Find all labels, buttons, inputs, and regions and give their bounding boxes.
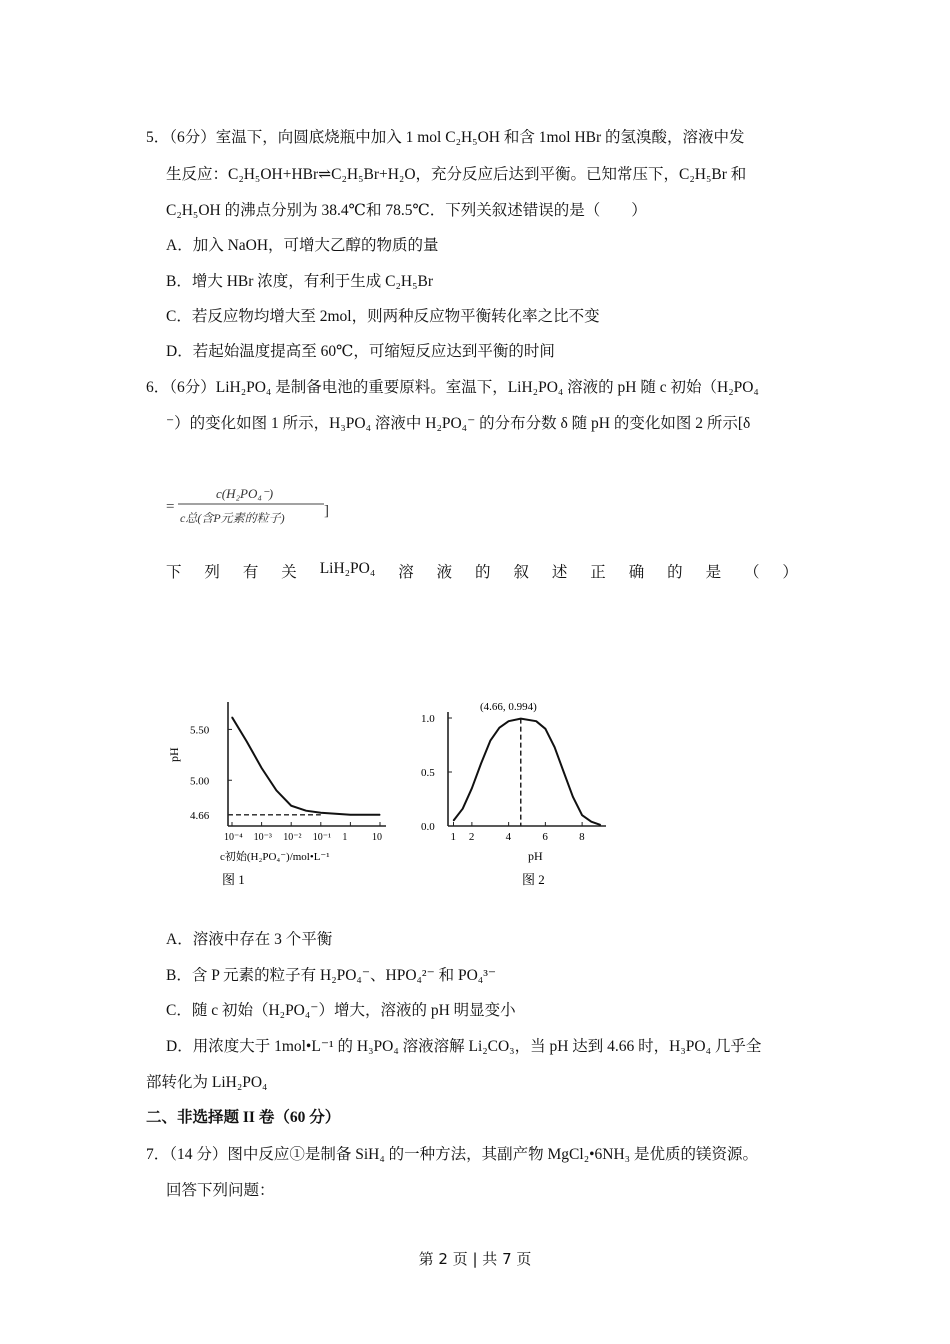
- q6-option-b: B．含 P 元素的粒子有 H₂PO₄⁻、HPO₄²⁻ 和 PO₄³⁻: [166, 967, 497, 984]
- q6-stem-word: （: [743, 564, 760, 581]
- fig2-x-tick-label: 4: [505, 831, 512, 843]
- fig1-point: [291, 805, 292, 806]
- fig2-curve: [454, 719, 601, 825]
- q5-line2: 生反应：C₂H₅OH+HBr⇌C₂H₅Br+H₂O，充分反应后达到平衡。已知常压下，C₂H₅Br 和: [166, 166, 747, 183]
- fig1-point: [276, 790, 277, 791]
- q5-option-d: D．若起始温度提高至 60℃，可缩短反应达到平衡的时间: [166, 343, 555, 360]
- fig1-xlabel: c初始(H₂PO₄⁻)/mol•L⁻¹: [220, 851, 330, 863]
- q6-stem: [166, 560, 798, 582]
- fig2-y-tick-label: 1.0: [421, 713, 435, 725]
- q5-line3: C₂H₅OH 的沸点分别为 38.4℃和 78.5℃．下列关叙述错误的是（ ）: [166, 202, 647, 219]
- fig2-x-tick-label: 1: [450, 831, 457, 843]
- fig2-xlabel: pH: [528, 849, 543, 863]
- fig2-y-tick-label: 0.0: [421, 821, 435, 833]
- fig2-point: [480, 763, 481, 764]
- fig1-point: [305, 810, 306, 811]
- q6-stem-word: 有: [242, 564, 259, 581]
- q5-line1: 5．（6分）室温下，向圆底烧瓶中加入 1 mol C₂H₅OH 和含 1mol HBr 的氢溴酸，溶液中发: [146, 129, 745, 146]
- fig1-point: [379, 814, 380, 815]
- fig2-y-tick-label: 0.5: [421, 767, 435, 779]
- q6-stem-word: 叙: [513, 564, 529, 581]
- fig1-x-tick-label: 10⁻¹: [312, 832, 332, 843]
- delta-fraction: [164, 482, 344, 530]
- q6-stem-word: 正: [590, 564, 606, 581]
- q7-line1: 7．（14 分）图中反应①是制备 SiH₄ 的一种方法，其副产物 MgCl₂•6NH₃ 是优质的镁资源。: [146, 1146, 758, 1163]
- fig1-x-tick-label: 10: [372, 832, 382, 843]
- fig2-title: 图 2: [522, 872, 545, 887]
- figure-1: [167, 702, 386, 887]
- fig2-x-tick-label: 6: [542, 831, 548, 843]
- q6-stem-word: 列: [204, 564, 220, 581]
- q6-option-c: C．随 c 初始（H₂PO₄⁻）增大，溶液的 pH 明显变小: [166, 1002, 516, 1019]
- fig2-x-tick-label: 2: [468, 831, 475, 843]
- fig2-peak-annotation: (4.66, 0.994): [480, 701, 537, 713]
- fig1-x-tick-label: 10⁻³: [253, 832, 272, 843]
- q6-stem-word: 溶: [398, 564, 414, 581]
- q6-option-a: A．溶液中存在 3 个平衡: [166, 931, 333, 948]
- fig1-y-tick-label: 4.66: [190, 809, 210, 822]
- q6-stem-word: 的: [667, 564, 683, 581]
- fraction-numerator: c(H₂PO₄⁻): [216, 486, 274, 501]
- fig1-point: [261, 767, 262, 768]
- q6-line2: ⁻）的变化如图 1 所示，H₃PO₄ 溶液中 H₂PO₄⁻ 的分布分数 δ 随 pH 的变化如图 2 所示[δ: [166, 415, 751, 432]
- q7-line2: 回答下列问题：: [166, 1182, 275, 1199]
- fig2-point: [471, 788, 472, 789]
- q6-stem-word: 下: [166, 564, 182, 581]
- fig1-curve: [232, 717, 380, 815]
- fig2-point: [453, 820, 454, 821]
- fig2-point: [499, 727, 500, 728]
- q6-stem-word: 是: [705, 564, 722, 581]
- page-footer: 第 2 页 | 共 7 页: [418, 1250, 532, 1268]
- q5-option-a: A．加入 NaOH，可增大乙醇的物质的量: [166, 237, 439, 254]
- q6-option-d-line2: 部转化为 LiH₂PO₄: [146, 1074, 268, 1091]
- fig2-point: [554, 747, 555, 748]
- q6-stem-word: LiH₂PO₄: [319, 560, 376, 577]
- fig2-point: [520, 718, 521, 719]
- q6-figures: [160, 690, 630, 900]
- fig2-point: [591, 821, 592, 822]
- q6-stem-word: 确: [628, 564, 645, 581]
- fig2-x-tick-label: 8: [579, 831, 585, 843]
- q6-line1: 6．（6分）LiH₂PO₄ 是制备电池的重要原料。室温下，LiH₂PO₄ 溶液的 pH 随 c 初始（H₂PO₄: [146, 379, 759, 396]
- fig1-y-tick-label: 5.00: [190, 775, 210, 788]
- fig1-point: [231, 717, 232, 718]
- q6-option-d-line1: D．用浓度大于 1mol•L⁻¹ 的 H₃PO₄ 溶液溶解 Li₂CO₃，当 pH 达到 4.66 时，H₃PO₄ 几乎全: [166, 1038, 762, 1055]
- fig1-x-tick-label: 1: [342, 832, 348, 843]
- fig2-point: [490, 740, 491, 741]
- fig2-point: [536, 721, 537, 722]
- q5-option-b: B．增大 HBr 浓度，有利于生成 C₂H₅Br: [166, 273, 433, 290]
- q6-stem-word: 的: [475, 564, 491, 581]
- fig2-point: [545, 728, 546, 729]
- fig1-point: [320, 812, 321, 813]
- fraction-bracket: ]: [324, 503, 329, 519]
- fig2-point: [572, 796, 573, 797]
- fig1-ylabel: pH: [167, 747, 181, 762]
- q6-stem-word: ）: [782, 564, 798, 581]
- q5-option-c: C．若反应物均增大至 2mol，则两种反应物平衡转化率之比不变: [166, 308, 600, 325]
- fig1-y-tick-label: 5.50: [190, 724, 210, 737]
- q6-stem-word: 液: [436, 564, 453, 581]
- fig1-title: 图 1: [222, 872, 245, 887]
- fig2-point: [563, 771, 564, 772]
- fig1-point: [350, 814, 351, 815]
- fig2-point: [508, 721, 509, 722]
- section-heading: 二、非选择题 II 卷（60 分）: [146, 1109, 341, 1126]
- fig2-point: [600, 824, 601, 825]
- fig2-point: [582, 815, 583, 816]
- fraction-equals: =: [166, 499, 175, 515]
- fig1-x-tick-label: 10⁻⁴: [224, 832, 243, 843]
- fig1-point: [246, 741, 247, 742]
- fraction-denominator: c总(含P元素的粒子): [180, 511, 285, 525]
- figure-2: [421, 701, 606, 887]
- q6-stem-word: 述: [551, 564, 568, 581]
- fig1-x-tick-label: 10⁻²: [283, 832, 302, 843]
- q6-stem-word: 关: [281, 564, 297, 581]
- fig2-point: [462, 808, 463, 809]
